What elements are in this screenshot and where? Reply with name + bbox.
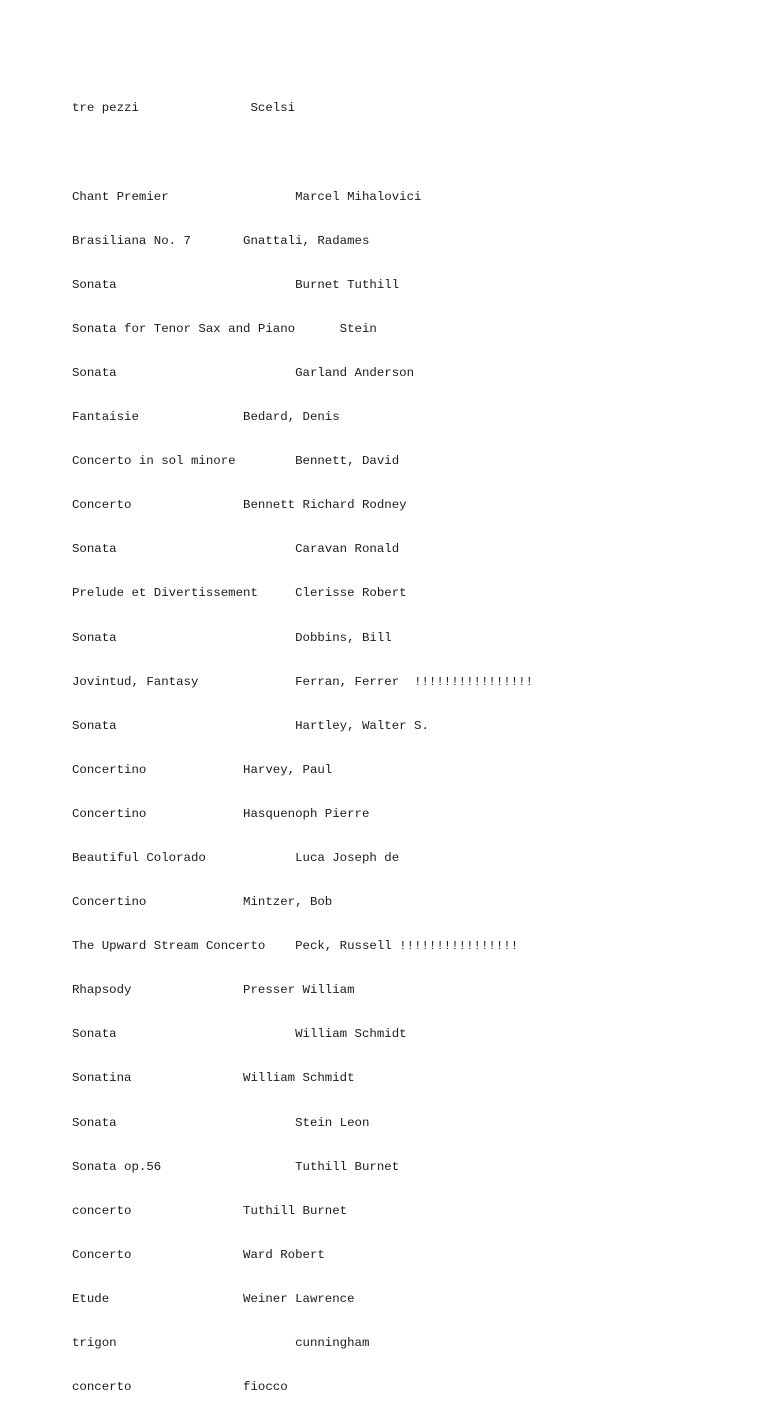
- list-item: Sonata Hartley, Walter S.: [72, 718, 429, 733]
- list-item: Sonata Caravan Ronald: [72, 542, 400, 557]
- list-item: Etude Weiner Lawrence: [72, 1291, 355, 1306]
- list-item: Beautiful Colorado Luca Joseph de: [72, 851, 400, 865]
- list-item: Rhapsody Presser William: [72, 983, 355, 998]
- list-item: trigon cunningham: [72, 1336, 370, 1351]
- blank-line: [72, 146, 533, 161]
- list-item: Prelude et Divertissement Clerisse Robert: [72, 586, 407, 601]
- list-item: Concerto in sol minore Bennett, David: [72, 454, 400, 469]
- list-item: Concerto Bennett Richard Rodney: [72, 498, 407, 513]
- list-item: Sonata Garland Anderson: [72, 365, 415, 380]
- list-item: Sonata William Schmidt: [72, 1027, 407, 1042]
- list-item: Concertino Hasquenoph Pierre: [72, 806, 370, 821]
- list-item: Sonata Stein Leon: [72, 1115, 370, 1130]
- list-item: Jovintud, Fantasy Ferran, Ferrer !!!!!!!!!!!!!!!!: [72, 674, 534, 689]
- list-item: Sonatina William Schmidt: [72, 1071, 355, 1086]
- list-item: Sonata for Tenor Sax and Piano Stein: [72, 321, 377, 336]
- list-item: concerto fiocco: [72, 1380, 288, 1395]
- list-item: Concerto Ward Robert: [72, 1247, 325, 1262]
- header-line: tre pezzi Scelsi: [72, 101, 296, 116]
- list-item: Brasiliana No. 7 Gnattali, Radames: [72, 233, 370, 248]
- list-item: Chant Premier Marcel Mihalovici: [72, 189, 422, 204]
- list-item: Sonata Dobbins, Bill: [72, 630, 392, 645]
- list-item: The Upward Stream Concerto Peck, Russell !!!!!!!!!!!!!!!!: [72, 939, 519, 954]
- list-item: concerto Tuthill Burnet: [72, 1203, 348, 1218]
- document-text: [72, 72, 533, 1410]
- list-item: Sonata op.56 Tuthill Burnet: [72, 1159, 400, 1174]
- list-item: Fantaisie Bedard, Denis: [72, 410, 340, 425]
- list-item: Sonata Burnet Tuthill: [72, 277, 400, 292]
- list-item: Concertino Harvey, Paul: [72, 762, 333, 777]
- list-item: Concertino Mintzer, Bob: [72, 895, 333, 910]
